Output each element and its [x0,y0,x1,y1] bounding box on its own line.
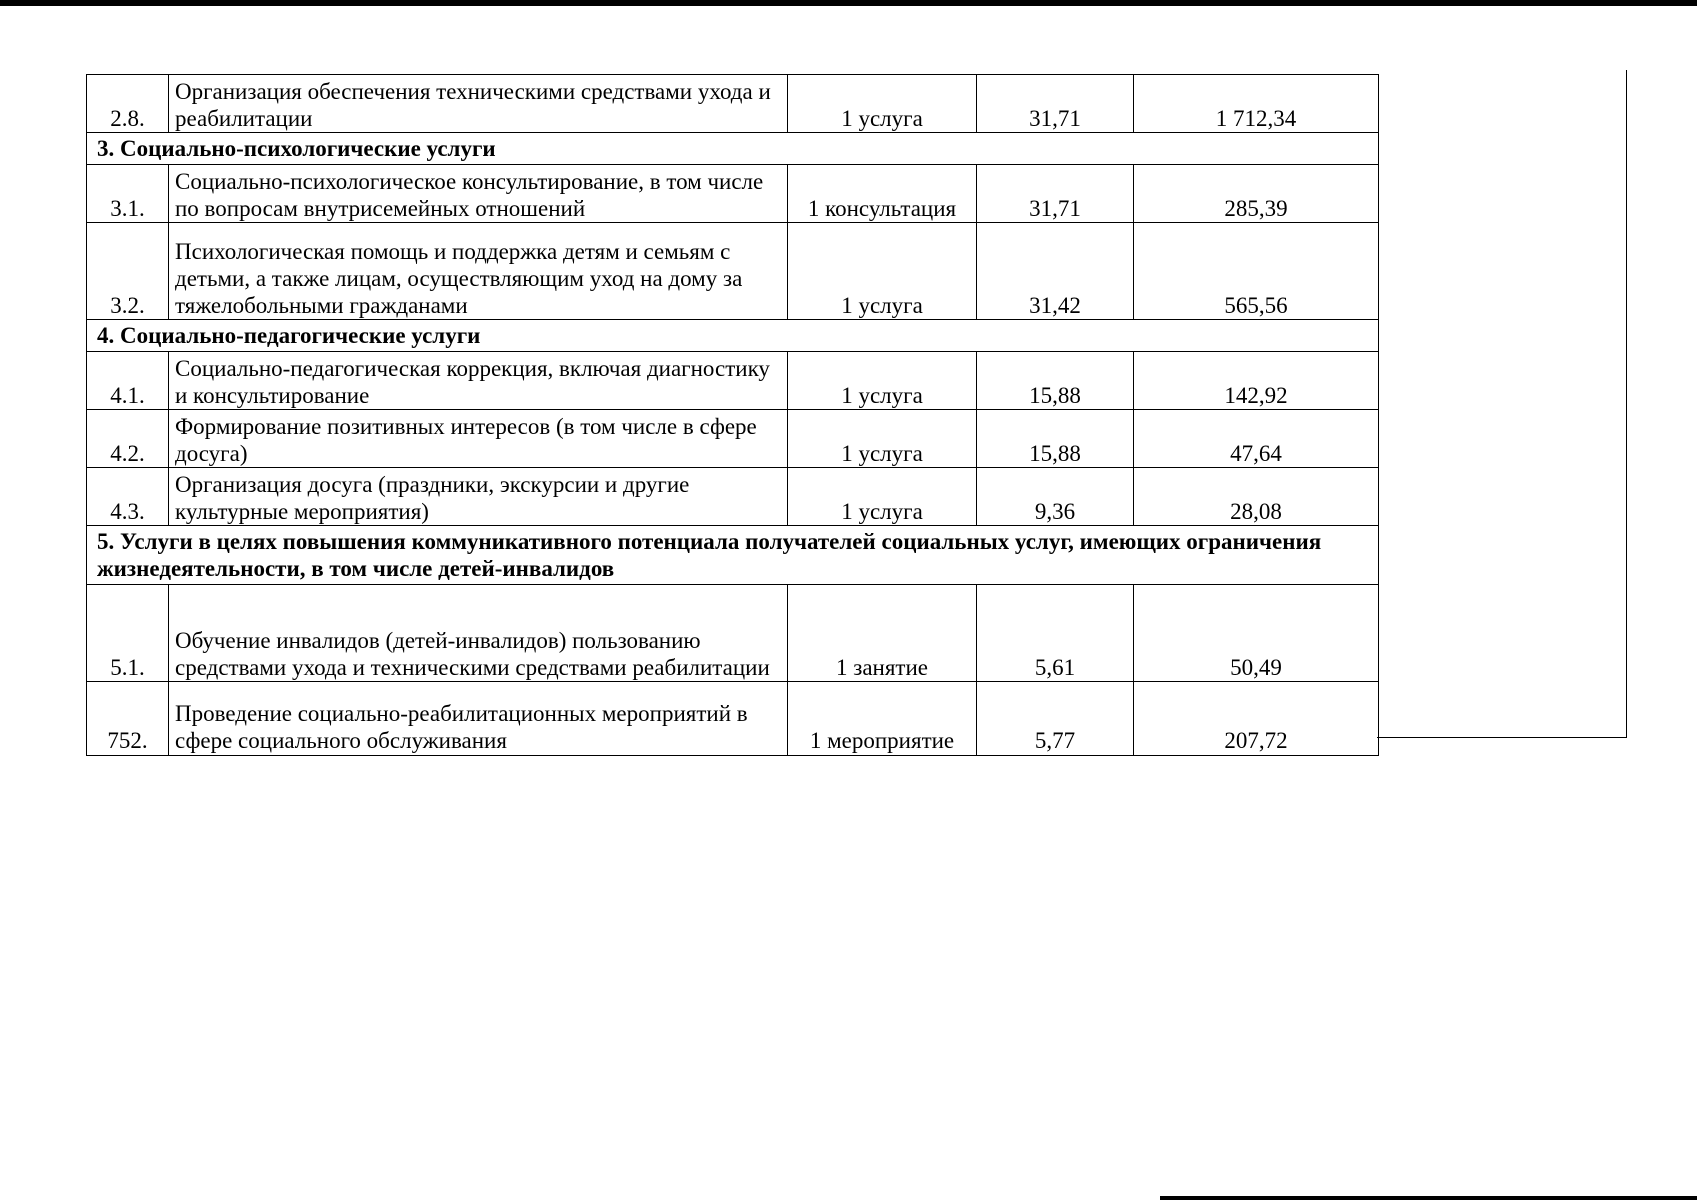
scan-bottom-border [1160,1196,1697,1200]
service-unit: 1 консультация [788,165,977,223]
time-norm: 5,61 [977,585,1134,682]
scan-top-border [0,0,1697,6]
service-unit: 1 услуга [788,223,977,320]
section-header-row [87,133,1379,165]
service-price: 28,08 [1134,468,1379,526]
time-norm: 31,42 [977,223,1134,320]
service-description: Проведение социально-реабилитационных мероприятий в сфере социального обслуживания [169,682,788,756]
service-description: Социально-педагогическая коррекция, включая диагностику и консультирование [169,352,788,410]
table-row [87,682,1379,756]
service-description: Формирование позитивных интересов (в том числе в сфере досуга) [169,410,788,468]
table-row [87,410,1379,468]
service-description: Социально-психологическое консультирование, в том числе по вопросам внутрисемейных отношений [169,165,788,223]
service-price: 50,49 [1134,585,1379,682]
table-row [87,585,1379,682]
row-number: 3.2. [87,223,169,320]
service-unit: 1 услуга [788,75,977,133]
section-title: 3. Социально-психологические услуги [87,133,1379,165]
row-number: 752. [87,682,169,756]
time-norm: 15,88 [977,352,1134,410]
service-price: 285,39 [1134,165,1379,223]
service-unit: 1 услуга [788,468,977,526]
scan-right-bottom-rule [1377,737,1627,738]
row-number: 5.1. [87,585,169,682]
service-description: Обучение инвалидов (детей-инвалидов) пользованию средствами ухода и техническими средствами реабилитации [169,585,788,682]
service-price: 207,72 [1134,682,1379,756]
time-norm: 5,77 [977,682,1134,756]
service-price: 47,64 [1134,410,1379,468]
service-price: 142,92 [1134,352,1379,410]
row-number: 4.2. [87,410,169,468]
time-norm: 31,71 [977,165,1134,223]
service-description: Психологическая помощь и поддержка детям и семьям с детьми, а также лицам, осуществляющим уход на дому за тяжелобольными гражданами [169,223,788,320]
service-unit: 1 мероприятие [788,682,977,756]
section-header-row [87,320,1379,352]
section-title: 4. Социально-педагогические услуги [87,320,1379,352]
row-number: 3.1. [87,165,169,223]
time-norm: 31,71 [977,75,1134,133]
service-description: Организация досуга (праздники, экскурсии и другие культурные мероприятия) [169,468,788,526]
table-row [87,223,1379,320]
table-row [87,352,1379,410]
service-price: 565,56 [1134,223,1379,320]
row-number: 2.8. [87,75,169,133]
time-norm: 9,36 [977,468,1134,526]
scan-right-rule [1626,70,1627,738]
service-unit: 1 занятие [788,585,977,682]
table-row [87,468,1379,526]
table-row [87,75,1379,133]
service-unit: 1 услуга [788,352,977,410]
time-norm: 15,88 [977,410,1134,468]
services-price-table [86,74,1379,756]
row-number: 4.1. [87,352,169,410]
service-unit: 1 услуга [788,410,977,468]
section-title: 5. Услуги в целях повышения коммуникативного потенциала получателей социальных услуг, имеющих ограничения жизнедеятельности, в том числе детей-инвалидов [87,526,1379,585]
service-description: Организация обеспечения техническими средствами ухода и реабилитации [169,75,788,133]
row-number: 4.3. [87,468,169,526]
service-price: 1 712,34 [1134,75,1379,133]
section-header-row [87,526,1379,585]
table-row [87,165,1379,223]
